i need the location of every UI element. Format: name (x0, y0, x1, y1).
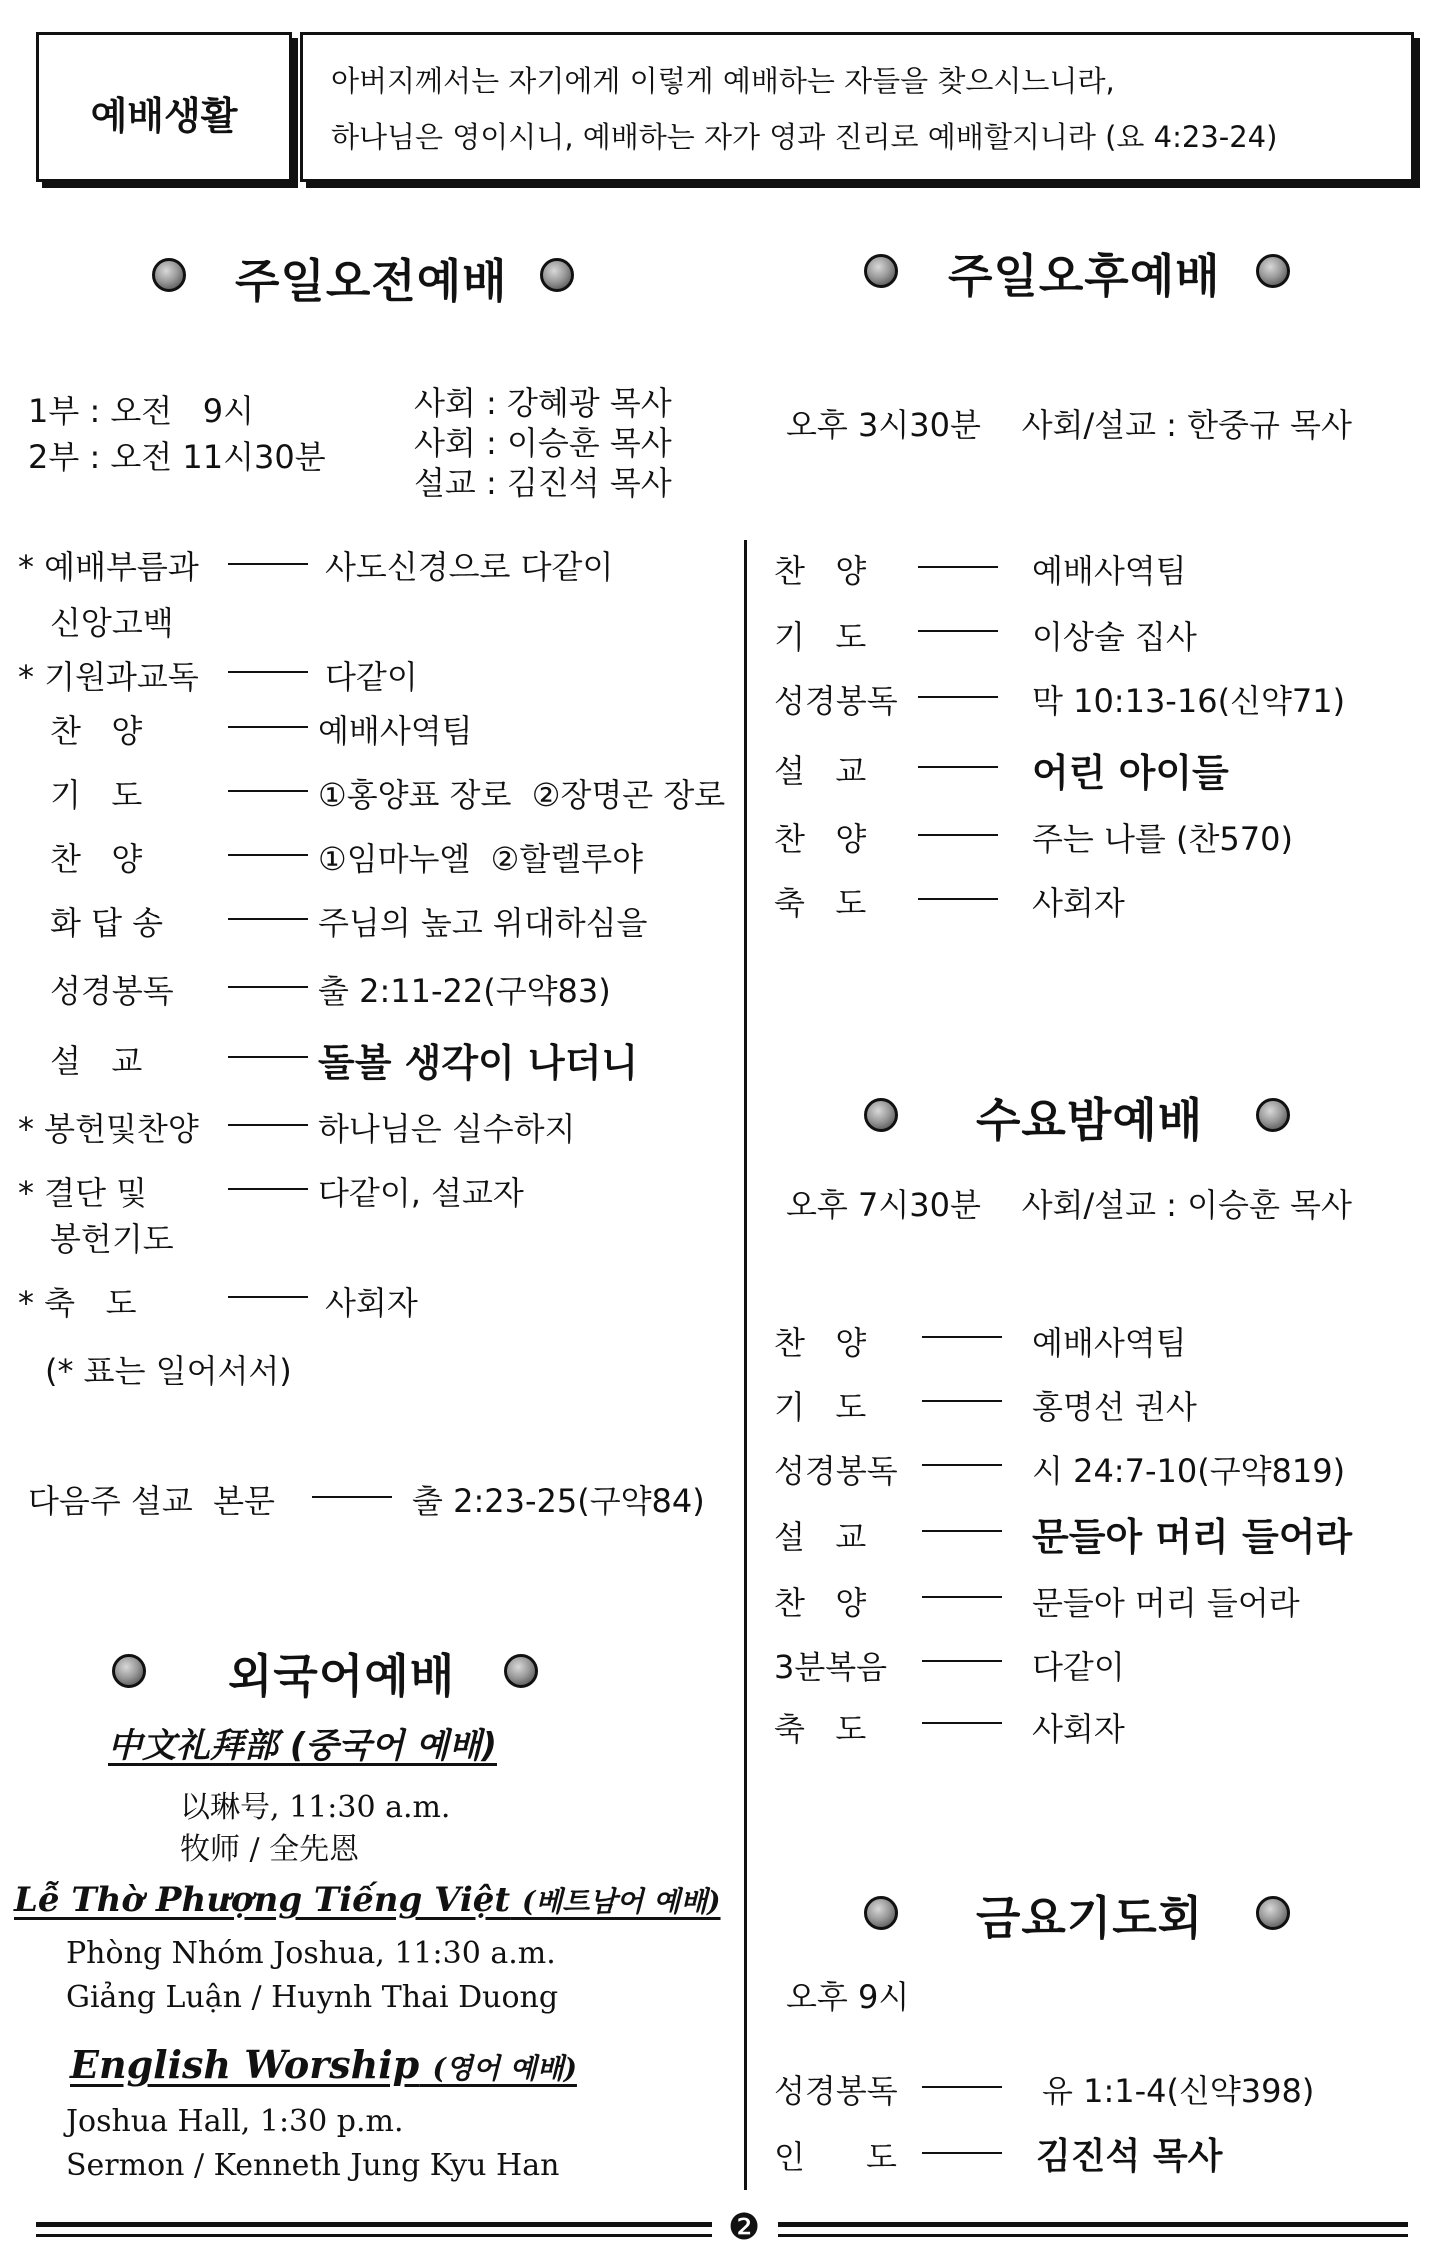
dash-line (918, 566, 998, 568)
dash-line (918, 898, 998, 900)
morning-item-label: 찬 양 (50, 712, 143, 750)
morning-leader1: 사회 : 강혜광 목사 (414, 384, 672, 422)
dash-line (228, 986, 308, 988)
header-label: 예배생활 (90, 94, 238, 138)
morning-item-label: * 결단 및 (18, 1174, 148, 1212)
afternoon-sermon-title: 어린 아이들 (1032, 751, 1229, 795)
wednesday-item-value: 사회자 (1032, 1710, 1125, 1748)
vietnamese-title-sub: (베트남어 예배) (521, 1885, 721, 1918)
dash-line (922, 1660, 1002, 1662)
wednesday-item-value: 다같이 (1032, 1648, 1125, 1686)
dash-line (228, 1296, 308, 1298)
morning-item-label: 기 도 (50, 776, 143, 814)
dash-line (918, 696, 998, 698)
dash-line (922, 1722, 1002, 1724)
dash-line (228, 671, 308, 673)
morning-item-label: 설 교 (50, 1042, 143, 1080)
wednesday-item-value: 홍명선 권사 (1032, 1388, 1197, 1426)
header-label-box (36, 32, 292, 182)
morning-title: 주일오전예배 (235, 254, 508, 308)
wednesday-item-label: 축 도 (774, 1710, 867, 1748)
morning-sermon-title: 돌볼 생각이 나더니 (318, 1041, 639, 1085)
vietnamese-line1: Phòng Nhóm Joshua, 11:30 a.m. (66, 1936, 556, 1971)
morning-item-label: 화 답 송 (50, 904, 164, 942)
morning-item-label: 찬 양 (50, 840, 143, 878)
english-title-text: English Worship (70, 2042, 420, 2087)
dash-line (922, 1530, 1002, 1532)
morning-item-value: 하나님은 실수하지 (318, 1110, 576, 1148)
afternoon-item-value: 사회자 (1032, 884, 1125, 922)
morning-item-value: 사회자 (325, 1284, 418, 1322)
wednesday-item-label: 설 교 (774, 1518, 867, 1556)
afternoon-item-label: 축 도 (774, 884, 867, 922)
bullet-dot-icon (540, 258, 574, 292)
afternoon-item-label: 설 교 (774, 752, 867, 790)
wednesday-item-value: 예배사역팀 (1032, 1324, 1187, 1362)
dash-line (922, 1400, 1002, 1402)
morning-item-label: * 기원과교독 (18, 658, 199, 696)
friday-item-label: 인 도 (774, 2138, 897, 2176)
afternoon-item-value: 막 10:13-16(신약71) (1032, 682, 1346, 720)
chinese-line2: 牧师 / 全先恩 (180, 1832, 360, 1867)
morning-item-value: 다같이 (325, 658, 418, 696)
morning-time1: 1부 : 오전 9시 (28, 392, 255, 430)
wednesday-item-label: 찬 양 (774, 1584, 867, 1622)
friday-item-label: 성경봉독 (774, 2072, 898, 2110)
page-number: ❷ (727, 2207, 761, 2248)
wednesday-time: 오후 7시30분 사회/설교 : 이승훈 목사 (786, 1186, 1352, 1224)
afternoon-title: 주일오후예배 (948, 249, 1221, 303)
footer-rule-right-top (778, 2222, 1408, 2227)
header-verse-line2: 하나님은 영이시니, 예배하는 자가 영과 진리로 예배할지니라 (요 4:23-24) (331, 120, 1278, 154)
wednesday-item-value: 문들아 머리 들어라 (1032, 1584, 1300, 1622)
friday-leader: 김진석 목사 (1036, 2136, 1223, 2177)
dash-line (922, 1336, 1002, 1338)
morning-item-label: 봉헌기도 (50, 1220, 174, 1258)
wednesday-title: 수요밤예배 (976, 1093, 1204, 1147)
morning-item-label: 신앙고백 (50, 604, 174, 642)
vietnamese-worship-title (14, 1880, 721, 1920)
english-title-sub: (영어 예배) (432, 2052, 577, 2085)
bullet-dot-icon (504, 1654, 538, 1688)
morning-item-value: 출 2:11-22(구약83) (318, 972, 611, 1010)
dash-line (918, 766, 998, 768)
morning-item-label: * 축 도 (18, 1284, 137, 1322)
afternoon-item-label: 성경봉독 (774, 682, 898, 720)
afternoon-item-value: 예배사역팀 (1032, 552, 1187, 590)
english-line1: Joshua Hall, 1:30 p.m. (66, 2104, 404, 2139)
afternoon-item-label: 찬 양 (774, 820, 867, 858)
vietnamese-title-text: Lễ Thờ Phượng Tiếng Việt (14, 1880, 511, 1920)
dash-line (918, 630, 998, 632)
afternoon-item-label: 찬 양 (774, 552, 867, 590)
bullet-dot-icon (112, 1654, 146, 1688)
morning-item-label: * 봉헌및찬양 (18, 1110, 199, 1148)
foreign-title: 외국어예배 (228, 1649, 456, 1703)
column-divider (744, 540, 747, 2190)
morning-note: (* 표는 일어서서) (45, 1352, 292, 1390)
morning-item-value: 사도신경으로 다같이 (325, 548, 614, 586)
bullet-dot-icon (864, 254, 898, 288)
footer-rule-left-bottom (36, 2234, 712, 2237)
header-verse-line1: 아버지께서는 자기에게 이렇게 예배하는 자들을 찾으시느니라, (331, 64, 1115, 98)
footer-rule-right-bottom (778, 2234, 1408, 2237)
morning-item-label: * 예배부름과 (18, 548, 199, 586)
bullet-dot-icon (864, 1098, 898, 1132)
dash-line (922, 2152, 1002, 2154)
bullet-dot-icon (1256, 1896, 1290, 1930)
dash-line (228, 563, 308, 565)
bullet-dot-icon (1256, 1098, 1290, 1132)
chinese-line1: 以琳号, 11:30 a.m. (180, 1790, 451, 1825)
footer-rule-left-top (36, 2222, 712, 2227)
english-worship-title (70, 2042, 577, 2087)
morning-time2: 2부 : 오전 11시30분 (28, 438, 326, 476)
dash-line (228, 1124, 308, 1126)
wednesday-item-value: 시 24:7-10(구약819) (1032, 1452, 1346, 1490)
bullet-dot-icon (864, 1896, 898, 1930)
english-line2: Sermon / Kenneth Jung Kyu Han (66, 2148, 560, 2183)
wednesday-item-label: 3분복음 (774, 1648, 888, 1686)
afternoon-item-value: 이상술 집사 (1032, 618, 1197, 656)
bullet-dot-icon (1256, 254, 1290, 288)
morning-item-value: ①홍양표 장로 ②장명곤 장로 (318, 776, 726, 814)
morning-item-value: 다같이, 설교자 (318, 1174, 524, 1212)
vietnamese-line2: Giảng Luận / Huynh Thai Duong (66, 1980, 559, 2015)
morning-item-value: ①임마누엘 ②할렐루야 (318, 840, 644, 878)
dash-line (228, 1188, 308, 1190)
dash-line (918, 834, 998, 836)
dash-line (922, 1464, 1002, 1466)
bullet-dot-icon (152, 258, 186, 292)
dash-line (228, 726, 308, 728)
next-sermon-value: 출 2:23-25(구약84) (412, 1482, 705, 1520)
afternoon-item-label: 기 도 (774, 618, 867, 656)
dash-line (922, 2086, 1002, 2088)
morning-leader2: 사회 : 이승훈 목사 (414, 424, 672, 462)
friday-title: 금요기도회 (976, 1891, 1204, 1945)
morning-item-value: 예배사역팀 (318, 712, 473, 750)
morning-preacher: 설교 : 김진석 목사 (414, 464, 672, 502)
header-verse-box (300, 32, 1414, 182)
dash-line (922, 1596, 1002, 1598)
afternoon-time: 오후 3시30분 사회/설교 : 한중규 목사 (786, 406, 1352, 444)
friday-time: 오후 9시 (786, 1978, 910, 2016)
dash-line (228, 790, 308, 792)
wednesday-item-label: 성경봉독 (774, 1452, 898, 1490)
next-sermon-label: 다음주 설교 본문 (28, 1482, 275, 1520)
morning-item-label: 성경봉독 (50, 972, 174, 1010)
chinese-worship-title: 中文礼拜部 (중국어 예배) (108, 1726, 497, 1766)
wednesday-item-label: 찬 양 (774, 1324, 867, 1362)
dash-line (312, 1496, 392, 1498)
afternoon-item-value: 주는 나를 (찬570) (1032, 820, 1293, 858)
dash-line (228, 1056, 308, 1058)
morning-item-value: 주님의 높고 위대하심을 (318, 904, 648, 942)
dash-line (228, 918, 308, 920)
friday-item-value: 유 1:1-4(신약398) (1042, 2072, 1315, 2110)
wednesday-item-label: 기 도 (774, 1388, 867, 1426)
wednesday-sermon-title: 문들아 머리 들어라 (1032, 1515, 1353, 1559)
dash-line (228, 854, 308, 856)
